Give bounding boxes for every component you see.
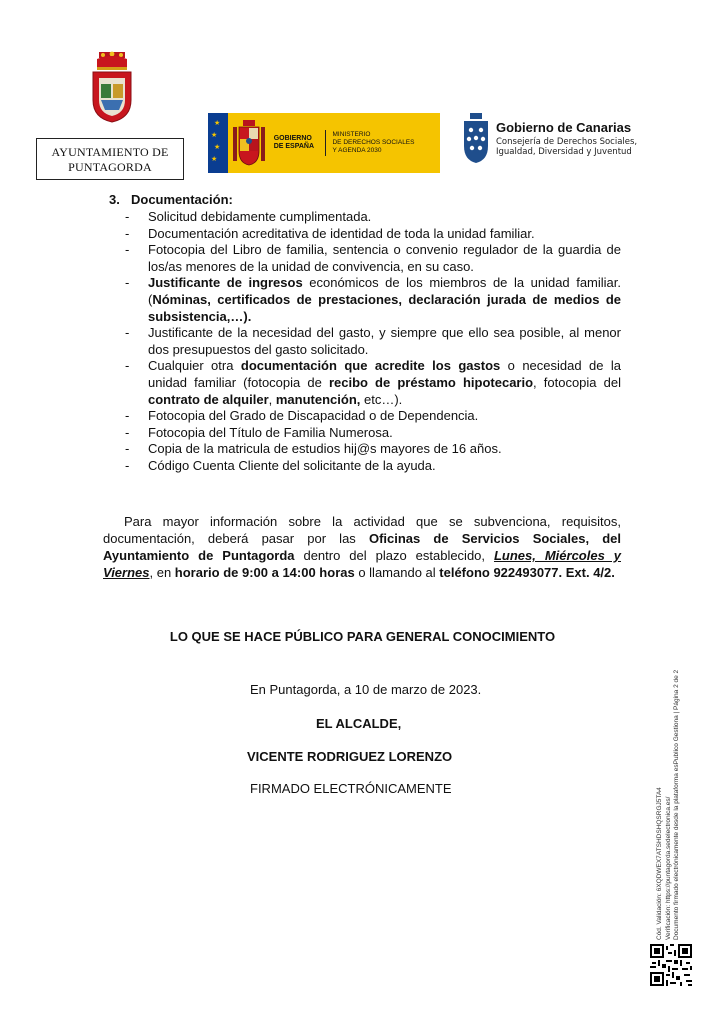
- list-item-text: etc…).: [360, 391, 403, 407]
- documentation-list: [121, 209, 621, 475]
- qr-code-icon: [650, 944, 692, 986]
- place-date: En Puntagorda, a 10 de marzo de 2023.: [250, 682, 482, 697]
- list-item: [121, 209, 621, 226]
- ministerio-line3: Y AGENDA 2030: [332, 147, 382, 154]
- section-title-text: Documentación:: [131, 192, 233, 207]
- list-item: [121, 408, 621, 425]
- canarias-subtitle-line1: Consejería de Derechos Sociales,: [496, 137, 638, 147]
- gobierno-line1: GOBIERNO: [273, 135, 312, 142]
- spain-coat-of-arms-icon: [232, 119, 266, 167]
- signer-role: EL ALCALDE,: [316, 716, 402, 731]
- info-office: Oficinas de Servicios Sociales, del Ayuntamiento de Puntagorda: [103, 531, 621, 563]
- list-item-text: o necesidad de la unidad familiar (fotocopia de: [148, 358, 621, 390]
- gobierno-espana-text: [270, 130, 327, 156]
- validation-code: Cód. Validación: 6XQDWEX7ATSHDSHQSRGJ5TA4: [656, 787, 663, 940]
- list-item-bold: manutención,: [275, 391, 361, 407]
- gobierno-espana-logo: [208, 113, 440, 173]
- list-item: [121, 441, 621, 458]
- list-item-text: Cualquier otra: [148, 358, 241, 374]
- section-number: 3.: [109, 192, 120, 207]
- verification-link[interactable]: Verificación: https://puntagorda.sedelectronica.es/: [664, 796, 672, 940]
- list-item-bold: recibo de préstamo hipotecario: [328, 374, 534, 390]
- info-paragraph: [103, 513, 621, 581]
- ministerio-text: [326, 131, 440, 155]
- public-notice: LO QUE SE HACE PÚBLICO PARA GENERAL CONOCIMIENTO: [169, 629, 556, 644]
- canarias-title: Gobierno de Canarias: [496, 120, 632, 135]
- list-item: [121, 242, 621, 275]
- puntagorda-crest-icon: [89, 50, 135, 124]
- eu-stars-icon: ★ ★ ★ ★: [208, 113, 228, 173]
- ministerio-line2: DE DERECHOS SOCIALES: [332, 139, 415, 146]
- info-phone: teléfono 922493077. Ext. 4/2.: [439, 565, 615, 580]
- list-item-text: Código Cuenta Cliente del solicitante de la ayuda.: [148, 457, 436, 473]
- list-item-text: Fotocopia del Título de Familia Numerosa.: [148, 424, 393, 440]
- list-item: [121, 325, 621, 358]
- info-days: Lunes, Miércoles y Viernes: [103, 548, 621, 580]
- gobierno-canarias-logo: [462, 112, 662, 172]
- gobierno-line2: DE ESPAÑA: [273, 143, 315, 150]
- signer-name: VICENTE RODRIGUEZ LORENZO: [247, 749, 453, 764]
- verification-sidebar: [656, 640, 696, 940]
- list-item-text: Fotocopia del Libro de familia, sentencia o convenio regulador de la guardia de los/as menores de la unidad de convivencia, en su caso.: [148, 242, 621, 274]
- canarias-shield-icon: [462, 112, 490, 164]
- list-item-text: Fotocopia del Grado de Discapacidad o de Dependencia.: [148, 408, 479, 424]
- signature-note: Documento firmado electrónicamente desde la plataforma esPublico Gestiona | Página 2 de 2: [673, 669, 680, 940]
- section-title: [109, 192, 233, 207]
- info-text: Para mayor información sobre la actividad que se subvenciona, requisitos, documentación, deberá pasar por las: [103, 514, 621, 546]
- list-item-text: Solicitud debidamente cumplimentada.: [148, 209, 372, 224]
- list-item: [121, 425, 621, 442]
- info-text: o llamando al: [354, 565, 440, 580]
- municipality-line2: PUNTAGORDA: [68, 160, 152, 174]
- info-hours: horario de 9:00 a 14:00 horas: [174, 565, 355, 580]
- signed-electronically: FIRMADO ELECTRÓNICAMENTE: [250, 781, 452, 796]
- canarias-subtitle-line2: Igualdad, Diversidad y Juventud: [496, 147, 632, 157]
- list-item-bold: Justificante de ingresos: [148, 275, 303, 291]
- municipality-line1: AYUNTAMIENTO DE: [51, 145, 169, 159]
- list-item: [121, 458, 621, 475]
- list-item-text: Documentación acreditativa de identidad de toda la unidad familiar.: [148, 225, 535, 241]
- list-item: [121, 275, 621, 325]
- ministerio-line1: MINISTERIO: [332, 131, 371, 138]
- list-item-text: , fotocopia del: [533, 374, 621, 390]
- list-item-bold: contrato de alquiler: [148, 391, 269, 407]
- list-item-bold: Nóminas, certificados de prestaciones, declaración jurada de medios de subsistencia,…).: [148, 291, 621, 324]
- list-item-text: Copia de la matricula de estudios hij@s mayores de 16 años.: [148, 441, 502, 457]
- list-item-text: económicos de los miembros de la unidad familiar. (: [148, 275, 622, 307]
- list-item-bold: documentación que acredite los gastos: [240, 358, 501, 374]
- list-item: [121, 226, 621, 243]
- info-text: , en: [149, 565, 175, 580]
- list-item-text: Justificante de la necesidad del gasto, y siempre que ello sea posible, al menor dos presupuestos del gasto solicitado.: [148, 325, 621, 357]
- list-item: [121, 358, 621, 408]
- info-text: dentro del plazo establecido,: [294, 548, 494, 563]
- list-item-text: ,: [268, 391, 276, 407]
- municipality-label-box: [36, 138, 184, 180]
